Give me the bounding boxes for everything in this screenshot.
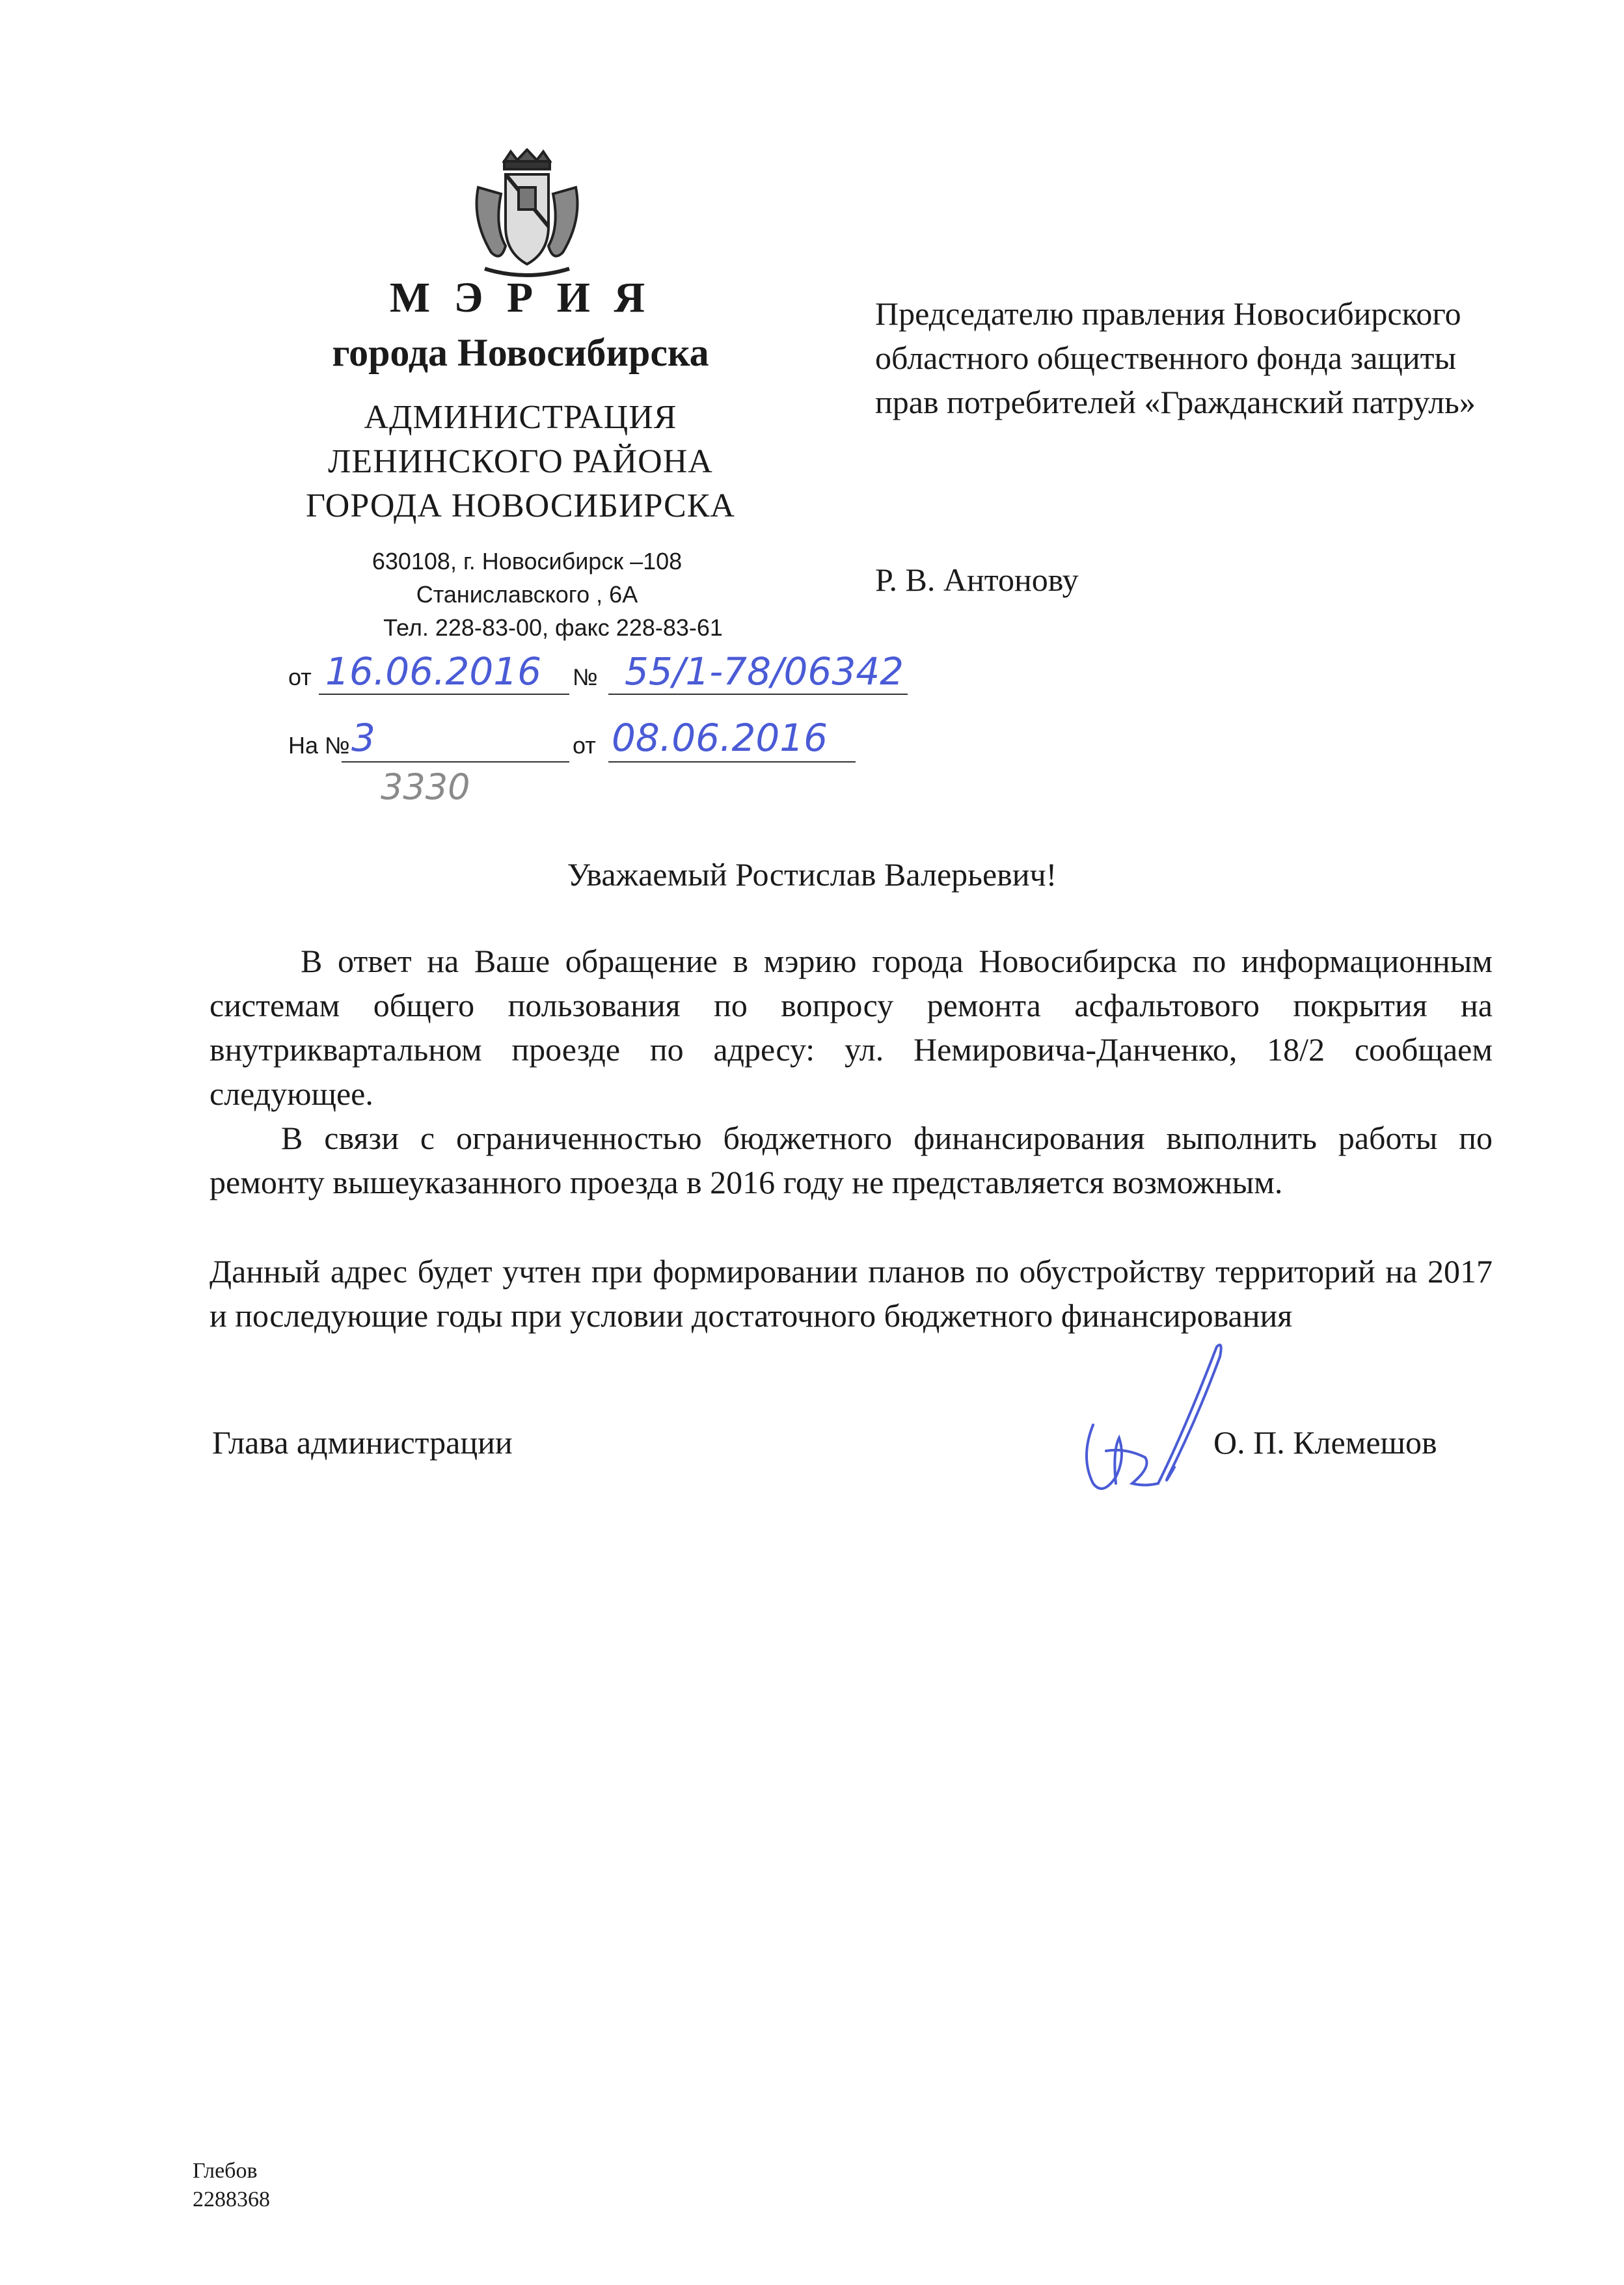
incoming-date-value: 08.06.2016 — [612, 716, 828, 760]
org-title: М Э Р И Я — [389, 274, 652, 321]
ref-date-label: от — [288, 664, 312, 690]
address-line-2: Станиславского , 6А — [416, 581, 638, 608]
signatory-name: О. П. Клемешов — [1213, 1424, 1437, 1461]
incoming-number-label: На № — [288, 732, 350, 759]
address-line-3: Тел. 228-83-00, факс 228-83-61 — [383, 614, 723, 641]
admin-line-1: АДМИНИСТРАЦИЯ — [364, 399, 677, 436]
ref-number-value: 55/1-78/06342 — [625, 649, 904, 694]
incoming-date-label: от — [573, 732, 596, 759]
signatory-title: Глава администрации — [212, 1424, 513, 1461]
address-line-1: 630108, г. Новосибирск –108 — [372, 548, 683, 575]
paragraph-1: В ответ на Ваше обращение в мэрию города Новосибирска по информационным системам общего пользования по вопросу ремонта асфальтового покрытия на внутриквартальном проезде по адресу: ул. Немировича-Данченко, 18/2 сообщаем следующее. — [210, 943, 1493, 1112]
city-coat-of-arms-icon — [465, 148, 589, 285]
ref-date-value: 16.06.2016 — [325, 649, 542, 694]
incoming-number-value: 3 — [351, 716, 375, 760]
registration-note: 3330 — [381, 766, 470, 807]
paragraph-2: В связи с ограниченностью бюджетного финансирования выполнить работы по ремонту вышеуказанного проезда в 2016 году не представляется возможным. — [210, 1120, 1493, 1200]
executor-phone: 2288368 — [193, 2187, 270, 2211]
ref-number-label: № — [573, 664, 598, 690]
greeting: Уважаемый Ростислав Валерьевич! — [567, 856, 1057, 893]
ref-date-underline — [319, 694, 569, 695]
paragraph-3: Данный адрес будет учтен при формировании планов по обустройству территорий на 2017 и последующие годы при условии достаточного бюджетного финансирования — [210, 1253, 1493, 1334]
admin-line-3: ГОРОДА НОВОСИБИРСКА — [306, 487, 735, 524]
addressee-text: Председателю правления Новосибирского областного общественного фонда защиты прав потребителей «Гражданский патруль» — [875, 295, 1476, 420]
addressee-name: Р. В. Антонову — [875, 561, 1079, 598]
incoming-number-underline — [342, 761, 569, 763]
org-city: города Новосибирска — [332, 331, 709, 374]
executor-name: Глебов — [193, 2159, 258, 2183]
ref-number-underline — [608, 694, 908, 695]
admin-line-2: ЛЕНИНСКОГО РАЙОНА — [328, 443, 713, 480]
incoming-date-underline — [608, 761, 856, 763]
